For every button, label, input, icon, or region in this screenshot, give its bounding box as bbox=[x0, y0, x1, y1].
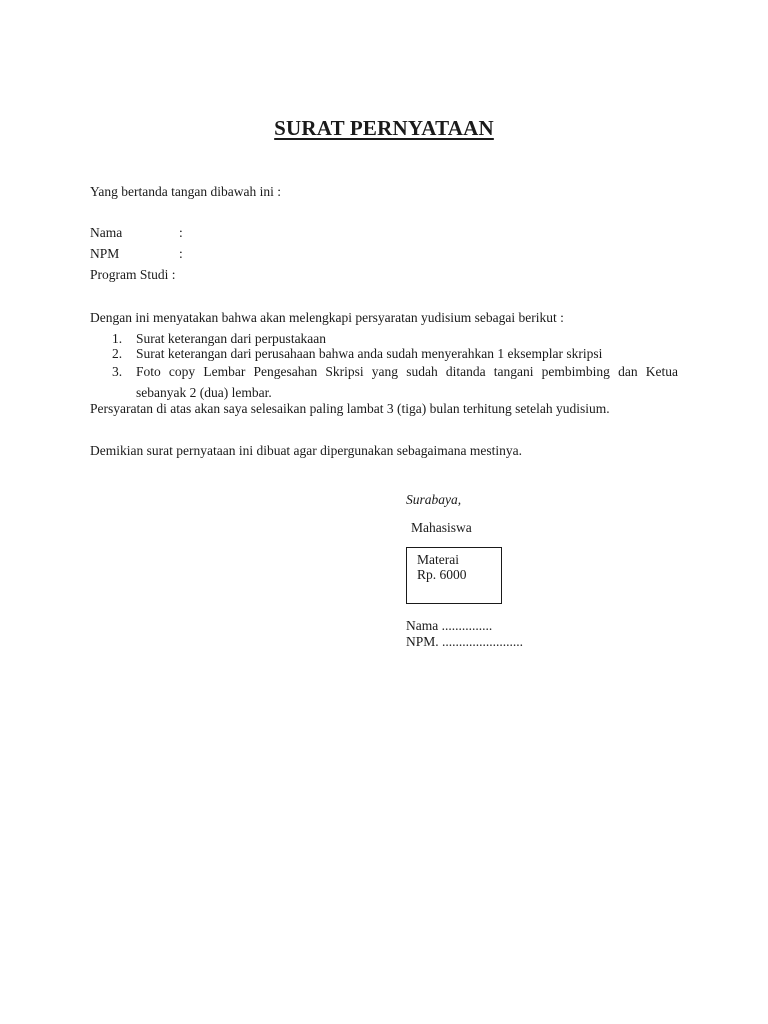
requirement-item bbox=[90, 361, 678, 403]
requirement-item bbox=[90, 347, 678, 362]
signature-name-line: Nama ............... bbox=[406, 618, 493, 633]
signature-npm-line: NPM. ........................ bbox=[406, 634, 524, 649]
materai-label: Materai bbox=[417, 552, 459, 567]
field-npm-label: NPM bbox=[90, 246, 120, 261]
field-nama-separator: : bbox=[179, 225, 183, 240]
field-npm-separator: : bbox=[179, 246, 183, 261]
signature-place: Surabaya, bbox=[406, 492, 462, 507]
field-nama-label: Nama bbox=[90, 225, 123, 240]
requirement-number: 3. bbox=[112, 364, 123, 379]
materai-value: Rp. 6000 bbox=[417, 567, 467, 582]
requirement-number: 1. bbox=[112, 331, 123, 346]
requirement-text: Surat keterangan dari perpustakaan bbox=[136, 331, 327, 346]
requirement-text: Surat keterangan dari perusahaan bahwa anda sudah menyerahkan 1 eksemplar skripsi bbox=[136, 345, 603, 361]
requirements-list bbox=[90, 332, 678, 403]
materai-stamp-box bbox=[406, 547, 502, 604]
requirement-number: 2. bbox=[112, 345, 123, 361]
document-title: SURAT PERNYATAAN bbox=[274, 116, 494, 140]
intro-text: Yang bertanda tangan dibawah ini : bbox=[90, 184, 281, 199]
signature-role: Mahasiswa bbox=[411, 520, 472, 535]
requirement-item bbox=[90, 332, 678, 347]
field-program-studi-label: Program Studi : bbox=[90, 267, 176, 282]
closing-text: Demikian surat pernyataan ini dibuat agar dipergunakan sebagaimana mestinya. bbox=[90, 443, 522, 458]
statement-text: Dengan ini menyatakan bahwa akan melengkapi persyaratan yudisium sebagai berikut : bbox=[90, 310, 564, 325]
deadline-text: Persyaratan di atas akan saya selesaikan paling lambat 3 (tiga) bulan terhitung setelah yudisium. bbox=[90, 401, 610, 416]
requirement-text: Foto copy Lembar Pengesahan Skripsi yang sudah ditanda tangani pembimbing dan Ketua sebanyak 2 (dua) lembar. bbox=[136, 364, 678, 400]
